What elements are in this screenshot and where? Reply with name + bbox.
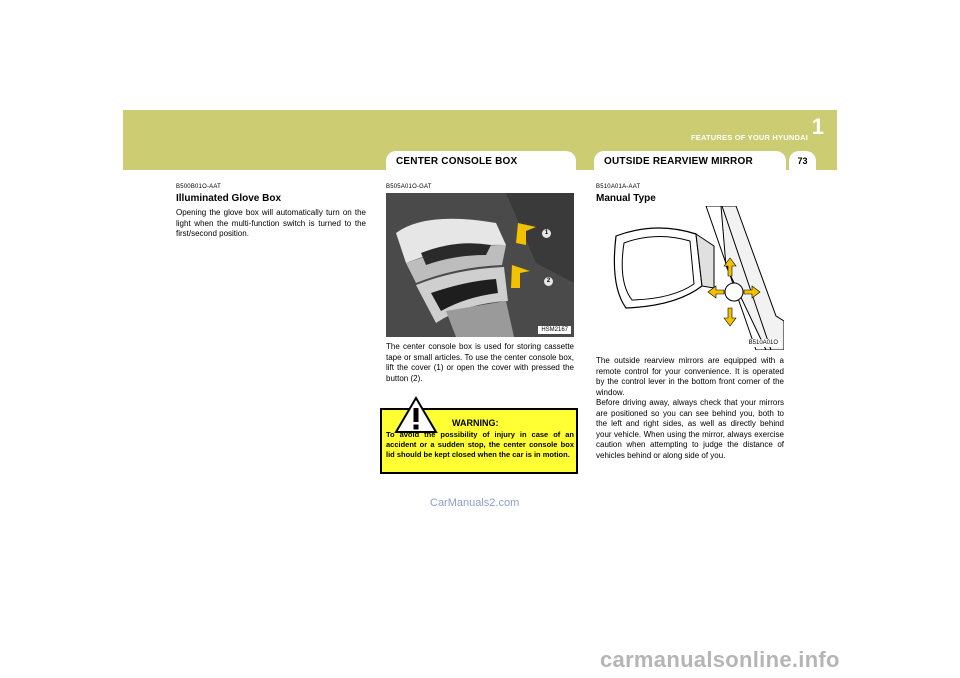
warning-title: WARNING: bbox=[452, 418, 499, 428]
warning-text: To avoid the possibility of injury in case of an accident or a sudden stop, the center console box lid should be kept closed when the car is in motion. bbox=[386, 430, 574, 459]
page-number: 73 bbox=[797, 156, 808, 166]
glove-box-heading: Illuminated Glove Box bbox=[176, 193, 282, 204]
warning-triangle-icon bbox=[394, 396, 438, 434]
console-text: The center console box is used for storing cassette tape or small articles. To use the center console box, lift the cover (1) or open the cover with pressed the button (2). bbox=[386, 342, 574, 383]
console-image-code: HSM2167 bbox=[538, 326, 571, 334]
console-code: B505A01O-GAT bbox=[386, 184, 432, 190]
chapter-number: 1 bbox=[811, 114, 824, 139]
callout-2: 2 bbox=[544, 277, 553, 286]
page-number-box bbox=[789, 151, 816, 170]
console-photo bbox=[386, 193, 574, 337]
callout-1: 1 bbox=[542, 229, 551, 238]
footer-watermark: carmanualsonline.info bbox=[600, 647, 840, 672]
mirror-text: The outside rearview mirrors are equipped with a remote control for your convenience. It is operated by the control lever in the bottom front corner of the window. Before driving away, always check that your mirrors are positioned so you can see behind you, both to the left and right sides, as well as directly behind your vehicle. When using the mirror, always exercise caution when attempting to judge the distance of vehicles behind or along side of you. bbox=[596, 356, 784, 460]
glove-box-text: Opening the glove box will automatically turn on the light when the multi-function switch is turned to the first/second position. bbox=[176, 208, 366, 238]
mirror-illustration bbox=[596, 206, 784, 350]
mirror-image-code: B510A01O bbox=[746, 339, 781, 347]
section-title: CENTER CONSOLE BOX bbox=[396, 156, 518, 167]
mirror-heading: Manual Type bbox=[596, 193, 656, 204]
chapter-title: FEATURES OF YOUR HYUNDAI bbox=[690, 133, 808, 142]
mirror-code: B510A01A-AAT bbox=[596, 184, 641, 190]
section-title: OUTSIDE REARVIEW MIRROR bbox=[604, 156, 753, 167]
site-watermark-link[interactable]: CarManuals2.com bbox=[430, 497, 520, 509]
warning-box bbox=[380, 408, 578, 474]
section-tab-outside-mirror bbox=[594, 151, 786, 170]
section-tab-center-console bbox=[386, 151, 576, 170]
glove-box-code: B500B01O-AAT bbox=[176, 184, 221, 190]
